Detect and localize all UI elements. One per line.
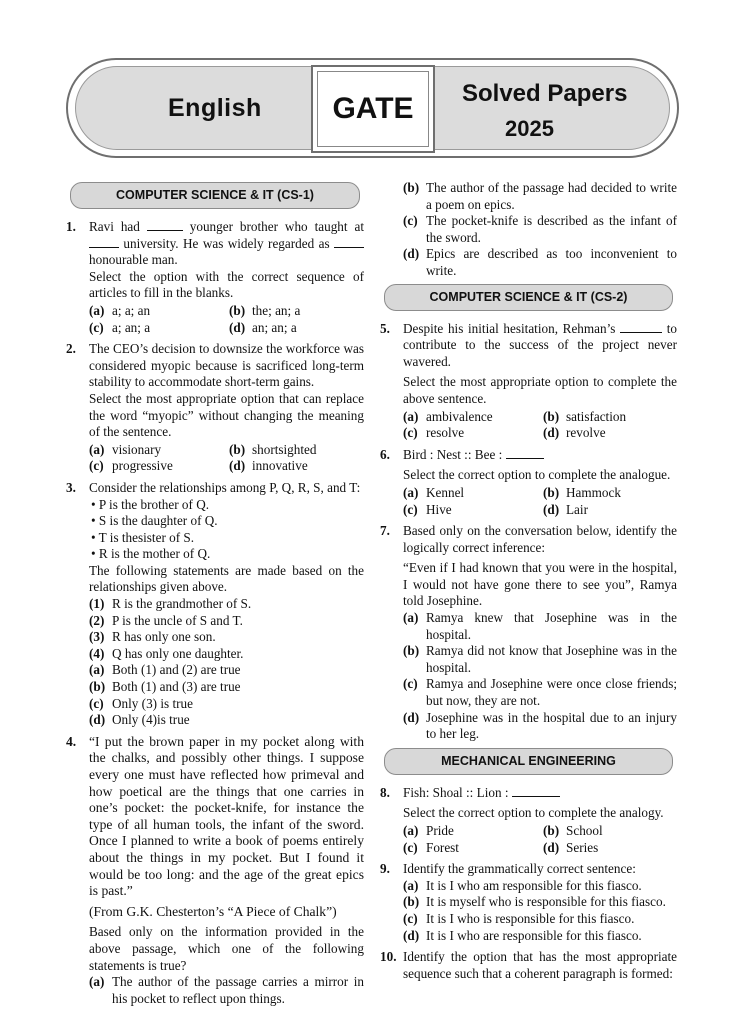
option-b[interactable]: (b) It is myself who is responsible for this fiasco.: [403, 894, 666, 910]
question-number: 10.: [380, 949, 397, 965]
option-b[interactable]: (b) shortsighted: [229, 441, 317, 457]
question-text: Bird : Nest :: Bee :: [403, 447, 677, 464]
option-a[interactable]: (a) Kennel: [403, 484, 465, 500]
question-instruction: Select the option with the correct sequence of articles to fill in the blanks.: [89, 268, 364, 301]
question-10: [380, 949, 677, 982]
question-number: 4.: [66, 733, 77, 749]
list-item: • R is the mother of Q.: [91, 546, 211, 562]
question-text: Based only on the conversation below, identify the logically correct inference:: [403, 523, 677, 555]
question-instruction: Based only on the information provided in the above passage, which one of the following statements is true?: [89, 924, 364, 973]
option-b[interactable]: (b) The author of the passage had decided to write a poem on epics.: [403, 180, 677, 212]
option-a[interactable]: (a) ambivalence: [403, 408, 493, 424]
question-instruction: The following statements are made based on the relationships given above.: [89, 562, 364, 595]
option-c[interactable]: (c) Forest: [403, 839, 459, 855]
statement-1: (1) R is the grandmother of S.: [89, 596, 252, 612]
statement-2: (2) P is the uncle of S and T.: [89, 612, 243, 628]
option-d[interactable]: (d) innovative: [229, 458, 308, 474]
question-text: The CEO’s decision to downsize the workforce was considered myopic because is sacrificed long-term stability to accommodate short-term gains.: [89, 341, 364, 390]
options: [89, 974, 364, 1007]
question-number: 6.: [380, 446, 390, 462]
question-instruction: Select the correct option to complete the analogue.: [403, 467, 671, 483]
option-d[interactable]: (d) Series: [543, 839, 599, 855]
question-text: Despite his initial hesitation, Rehman’s to contribute to the success of the project never wavered.: [403, 320, 678, 369]
statement-4: (4) Q has only one daughter.: [89, 645, 244, 661]
question-number: 9.: [380, 861, 390, 877]
option-d[interactable]: (d) It is I who are responsible for this fiasco.: [403, 927, 642, 943]
question-text: Fish: Shoal :: Lion :: [403, 785, 677, 802]
section-heading-cs2: COMPUTER SCIENCE & IT (CS-2): [384, 284, 673, 311]
option-d[interactable]: (d) Josephine was in the hospital due to an injury to her leg.: [403, 709, 677, 742]
question-text: Consider the relationships among P, Q, R, S, and T:: [89, 479, 361, 495]
option-a[interactable]: (a) a; a; an: [89, 302, 151, 318]
statements: [89, 596, 364, 662]
options: [403, 409, 677, 442]
option-d[interactable]: (d) Only (4)is true: [89, 712, 190, 728]
option-b[interactable]: (b) Hammock: [543, 484, 621, 500]
book-year: 2025: [505, 116, 554, 141]
passage: “I put the brown paper in my pocket along with the chalks, and possibly other things. I suppose every one must have reflected how primeval and how poetical are the things that one carries in one’s pocket: the pocket-knife, for instance the type of all human tools, the infant of the sword. Once I planned to write a book of poems entirely about the things in my pocket. But I found it would be too long: and the age of the great epics is past.”: [89, 733, 364, 899]
question-number: 8.: [380, 784, 390, 800]
question-8: [380, 785, 677, 856]
option-a[interactable]: (a) Pride: [403, 823, 454, 838]
left-column: [66, 180, 364, 1012]
options: [89, 662, 364, 728]
question-9: [380, 861, 677, 944]
right-column: [380, 180, 677, 987]
option-d[interactable]: (d) Lair: [543, 501, 588, 517]
option-c[interactable]: (c) a; an; a: [89, 319, 151, 335]
book-title: Solved Papers: [462, 80, 628, 107]
question-5: [380, 321, 677, 442]
option-a[interactable]: (a) It is I who am responsible for this fiasco.: [403, 877, 642, 893]
option-c[interactable]: (c) Hive: [403, 501, 452, 517]
question-4-continued: [380, 180, 677, 280]
list-item: • P is the brother of Q.: [91, 496, 210, 512]
question-number: 7.: [380, 523, 390, 539]
option-c[interactable]: (c) It is I who is responsible for this fiasco.: [403, 910, 635, 926]
option-a[interactable]: (a) The author of the passage carries a mirror in his pocket to reflect upon things.: [89, 974, 364, 1006]
option-d[interactable]: (d) Epics are described as too inconvenient to write.: [403, 246, 677, 278]
question-text: Identify the option that has the most appropriate sequence such that a coherent paragraph is formed:: [403, 949, 677, 981]
option-d[interactable]: (d) an; an; a: [229, 319, 297, 335]
conversation-quote: “Even if I had known that you were in the hospital, I would not have gone there to see you”, Ramya told Josephine.: [403, 560, 677, 609]
question-number: 2.: [66, 341, 76, 357]
options: [89, 303, 364, 336]
option-b[interactable]: (b) Ramya did not know that Josephine was in the hospital.: [403, 643, 677, 675]
question-instruction: Select the correct option to complete the analogy.: [403, 805, 664, 821]
list-item: • T is thesister of S.: [91, 529, 195, 545]
option-c[interactable]: (c) The pocket-knife is described as the infant of the sword.: [403, 213, 677, 245]
statement-3: (3) R has only one son.: [89, 629, 216, 645]
option-a[interactable]: (a) Ramya knew that Josephine was in the hospital.: [403, 610, 677, 642]
question-number: 1.: [66, 219, 76, 234]
question-number: 5.: [380, 320, 390, 336]
options: [403, 878, 677, 944]
exam-label: GATE: [317, 71, 429, 147]
question-text: Ravi had younger brother who taught at university. He was widely regarded as honourable man.: [89, 219, 364, 268]
option-a[interactable]: (a) visionary: [89, 441, 162, 457]
option-b[interactable]: (b) the; an; a: [229, 302, 301, 318]
section-heading-cs1: COMPUTER SCIENCE & IT (CS-1): [70, 182, 360, 209]
options: [403, 485, 677, 518]
question-6: [380, 447, 677, 518]
question-3: [66, 480, 364, 729]
question-4: [66, 734, 364, 1008]
option-a[interactable]: (a) Both (1) and (2) are true: [89, 662, 241, 678]
question-text: Identify the grammatically correct sentence:: [403, 861, 636, 877]
question-2: [66, 341, 364, 475]
option-b[interactable]: (b) Both (1) and (3) are true: [89, 679, 241, 695]
subject-label: English: [168, 94, 262, 122]
relationship-list: [89, 497, 364, 563]
options: [403, 610, 677, 743]
option-b[interactable]: (b) satisfaction: [543, 408, 627, 424]
question-instruction: Select the most appropriate option to complete the above sentence.: [403, 374, 677, 406]
option-c[interactable]: (c) Ramya and Josephine were once close friends; but now, they are not.: [403, 676, 677, 709]
question-number: 3.: [66, 479, 76, 495]
options: [89, 442, 364, 475]
options: [403, 823, 677, 856]
option-c[interactable]: (c) Only (3) is true: [89, 695, 193, 711]
question-1: [66, 219, 364, 336]
passage-source: (From G.K. Chesterton’s “A Piece of Chalk”): [89, 903, 337, 919]
question-instruction: Select the most appropriate option that can replace the word “myopic” without changing the meaning of the sentence.: [89, 390, 364, 440]
list-item: • S is the daughter of Q.: [91, 513, 218, 529]
section-heading-me: MECHANICAL ENGINEERING: [384, 748, 673, 775]
option-d[interactable]: (d) revolve: [543, 425, 606, 441]
option-b[interactable]: (b) School: [543, 823, 603, 838]
option-c[interactable]: (c) progressive: [89, 458, 173, 474]
exam-box: [311, 65, 435, 153]
question-7: [380, 523, 677, 743]
option-c[interactable]: (c) resolve: [403, 425, 465, 441]
